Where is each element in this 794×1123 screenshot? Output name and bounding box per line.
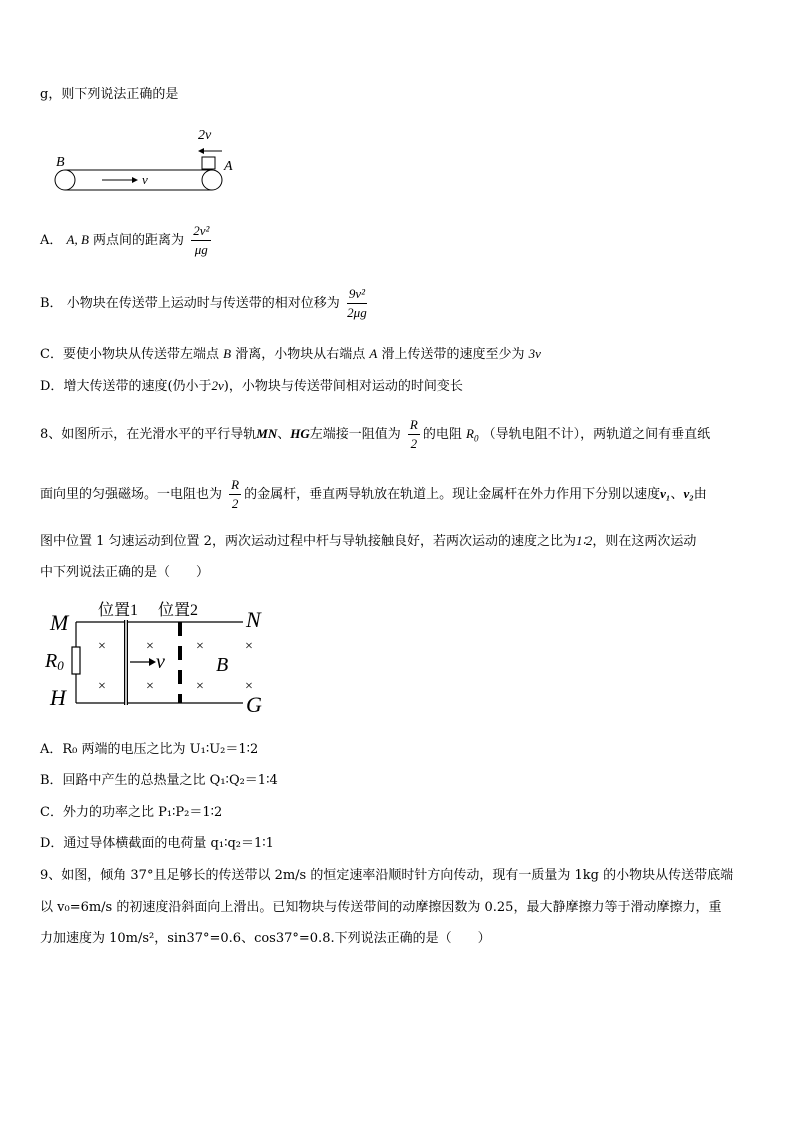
fraction-denominator: 2 xyxy=(410,436,418,451)
field-cross: × xyxy=(146,679,154,694)
q9-line-2: 以 v₀=6m/s 的初速度沿斜面向上滑出。已知物块与传送带间的动摩擦因数为 0.25，最大静摩擦力等于滑动摩擦力，重 xyxy=(40,900,722,915)
label-v: v xyxy=(156,651,165,673)
velocity-v2: v₂ xyxy=(683,486,694,501)
option-prefix: C． xyxy=(40,347,63,362)
text: 面向里的匀强磁场。一电阻也为 xyxy=(40,487,223,502)
text: 的金属杆，垂直两导轨放在轨道上。现让金属杆在外力作用下分别以速度 xyxy=(244,487,661,502)
fraction-numerator: 9v² xyxy=(347,285,367,304)
var-a: A xyxy=(369,346,378,361)
var-2v: 2v xyxy=(211,378,224,393)
rail-mn: MN xyxy=(256,426,278,441)
field-cross: × xyxy=(196,639,204,654)
label-M: M xyxy=(50,610,69,635)
text: ，则在这两次运动 xyxy=(592,534,697,549)
q7-option-d xyxy=(40,375,463,394)
field-cross: × xyxy=(245,639,253,654)
label-B: B xyxy=(56,155,65,170)
label-B: B xyxy=(216,654,229,676)
label-A: A xyxy=(224,159,233,174)
fraction-denominator: 2 xyxy=(231,496,239,511)
label-pos1: 位置1 xyxy=(98,602,139,619)
option-text: 滑离，小物块从右端点 xyxy=(235,347,366,362)
q7-option-b xyxy=(40,285,370,322)
field-cross: × xyxy=(146,639,154,654)
label-H: H xyxy=(50,685,66,710)
velocity-v1: v₁ xyxy=(660,486,671,501)
fraction-denominator: μg xyxy=(194,242,208,257)
resistor-r0: $R_0$ xyxy=(466,426,479,444)
option-text: 要使小物块从传送带左端点 xyxy=(62,347,219,362)
label-R0: R0 xyxy=(45,650,64,673)
resistor xyxy=(72,647,80,674)
option-text: 滑上传送带的速度至少为 xyxy=(381,347,525,362)
label-v: v xyxy=(142,172,148,187)
text: 8、如图所示，在光滑水平的平行导轨 xyxy=(40,427,257,442)
field-cross: × xyxy=(245,679,253,694)
field-cross: × xyxy=(98,639,106,654)
rail-hg: HG xyxy=(290,426,310,441)
block xyxy=(202,157,215,169)
right-pulley xyxy=(202,170,222,190)
q7-option-c xyxy=(40,343,541,362)
q8-line-2 xyxy=(40,476,707,513)
label-pos2: 位置2 xyxy=(158,602,199,619)
point-vars: A, B xyxy=(66,232,89,247)
q8-option-c: C．外力的功率之比 P₁∶P₂＝1∶2 xyxy=(40,805,223,820)
option-text: )，小物块与传送带间相对运动的时间变长 xyxy=(223,379,463,394)
fraction-numerator: R xyxy=(408,416,420,435)
text: 的电阻 xyxy=(422,427,462,442)
option-prefix: A． xyxy=(40,233,63,248)
q8-option-d: D．通过导体横截面的电荷量 q₁∶q₂＝1∶1 xyxy=(40,836,274,851)
text: 左端接一阻值为 xyxy=(309,427,401,442)
text: 图中位置 1 匀速运动到位置 2，两次运动过程中杆与导轨接触良好，若两次运动的速度之比为 xyxy=(40,534,576,549)
ratio: 1∶2 xyxy=(575,533,593,548)
fraction xyxy=(408,416,420,453)
q8-line-1 xyxy=(40,416,710,453)
text: （导轨电阻不计），两轨道之间有垂直纸 xyxy=(482,427,711,442)
option-prefix: D． xyxy=(40,379,64,394)
fraction-numerator: 2v² xyxy=(191,222,211,241)
velocity-arrow-head xyxy=(149,658,156,666)
q8-line-3 xyxy=(40,530,696,549)
field-cross: × xyxy=(196,679,204,694)
option-text: 两点间的距离为 xyxy=(88,233,185,248)
arrow-right-head xyxy=(132,177,138,183)
option-prefix: B． xyxy=(40,296,63,311)
q7-intro: g，则下列说法正确的是 xyxy=(40,87,179,102)
text: 由 xyxy=(693,487,707,502)
fraction-denominator: 2μg xyxy=(347,305,367,320)
label-2v: 2v xyxy=(198,128,212,143)
var-b: B xyxy=(223,346,232,361)
fraction-numerator: R xyxy=(229,476,241,495)
text: 、 xyxy=(670,487,684,502)
text: 、 xyxy=(277,427,291,442)
q9-line-1: 9、如图，倾角 37°且足够长的传送带以 2m/s 的恒定速率沿顺时针方向传动，现有一质量为 1kg 的小物块从传送带底端 xyxy=(40,868,734,883)
conveyor-belt-figure xyxy=(50,124,240,194)
option-text: 小物块在传送带上运动时与传送带的相对位移为 xyxy=(66,296,340,311)
arrow-left-head xyxy=(198,148,204,154)
fraction xyxy=(191,222,211,259)
q9-line-3: 力加速度为 10m/s²，sin37°=0.6、cos37°=0.8.下列说法正确的是（ ） xyxy=(40,931,491,946)
rail-circuit-figure xyxy=(40,595,280,720)
fraction xyxy=(229,476,241,513)
q8-option-b: B．回路中产生的总热量之比 Q₁∶Q₂＝1∶4 xyxy=(40,773,278,788)
q8-line-4: 中下列说法正确的是（ ） xyxy=(40,565,210,580)
field-cross: × xyxy=(98,679,106,694)
fraction xyxy=(347,285,367,322)
q7-option-a xyxy=(40,222,214,259)
var-3v: 3v xyxy=(528,346,541,361)
option-text: 增大传送带的速度(仍小于 xyxy=(63,379,212,394)
label-G: G xyxy=(246,692,262,717)
q8-option-a: A．R₀ 两端的电压之比为 U₁∶U₂＝1∶2 xyxy=(40,742,259,757)
label-N: N xyxy=(246,607,261,632)
left-pulley xyxy=(55,170,75,190)
